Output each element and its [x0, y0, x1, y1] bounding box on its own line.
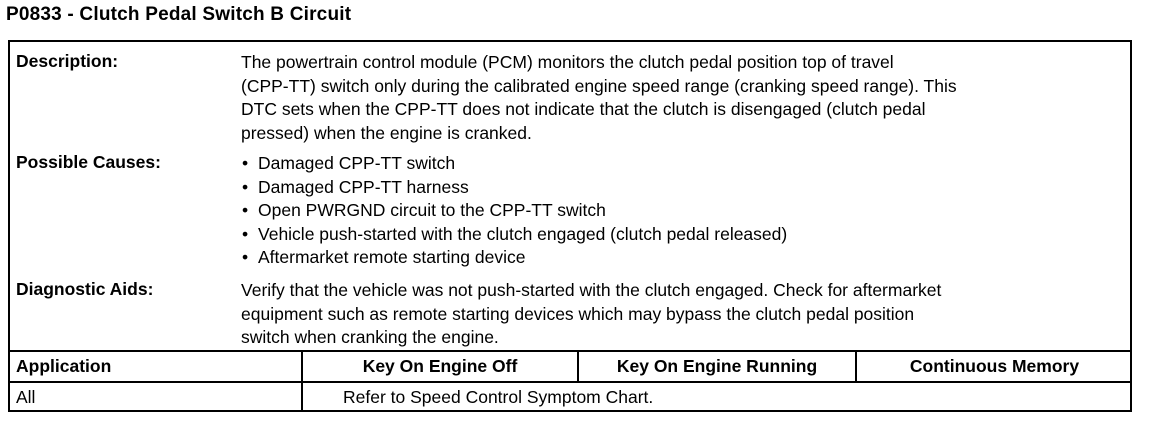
dtc-info-table: [8, 40, 1132, 412]
list-item: • Vehicle push-started with the clutch engaged (clutch pedal released): [241, 223, 1121, 247]
divider: [10, 350, 1130, 352]
description-line: DTC sets when the CPP-TT does not indicate that the clutch is disengaged (clutch pedal: [241, 99, 926, 119]
description-line: The powertrain control module (PCM) monitors the clutch pedal position top of travel: [241, 52, 894, 72]
diagnostic-aids-text: [241, 279, 1121, 350]
diagnostic-aids-line: Verify that the vehicle was not push-started with the clutch engaged. Check for aftermarket: [241, 280, 942, 300]
column-header-continuous-memory: Continuous Memory: [909, 356, 1080, 376]
column-header-key-on-engine-running: Key On Engine Running: [616, 356, 818, 376]
diagnostic-aids-label: Diagnostic Aids:: [16, 279, 154, 299]
possible-causes-list: [241, 152, 1121, 270]
divider: [10, 381, 1130, 383]
table-cell-note: Refer to Speed Control Symptom Chart.: [343, 387, 654, 407]
list-item: • Damaged CPP-TT harness: [241, 176, 1121, 200]
list-item: • Open PWRGND circuit to the CPP-TT switch: [241, 199, 1121, 223]
description-line: (CPP-TT) switch only during the calibrated engine speed range (cranking speed range). This: [241, 75, 957, 96]
description-text: [241, 51, 1121, 145]
diagnostic-aids-line: equipment such as remote starting devices which may bypass the clutch pedal position: [241, 303, 915, 324]
list-item: • Aftermarket remote starting device: [241, 246, 1121, 270]
description-label: Description:: [16, 51, 119, 71]
list-item: • Damaged CPP-TT switch: [241, 152, 1121, 176]
table-cell-application: All: [16, 387, 36, 407]
possible-causes-label: Possible Causes:: [16, 152, 161, 172]
description-line: pressed) when the engine is cranked.: [241, 122, 532, 143]
column-header-key-on-engine-off: Key On Engine Off: [362, 356, 518, 376]
page-title: P0833 - Clutch Pedal Switch B Circuit: [6, 4, 352, 25]
column-header-application: Application: [16, 356, 112, 376]
diagnostic-aids-line: switch when cranking the engine.: [241, 327, 499, 347]
